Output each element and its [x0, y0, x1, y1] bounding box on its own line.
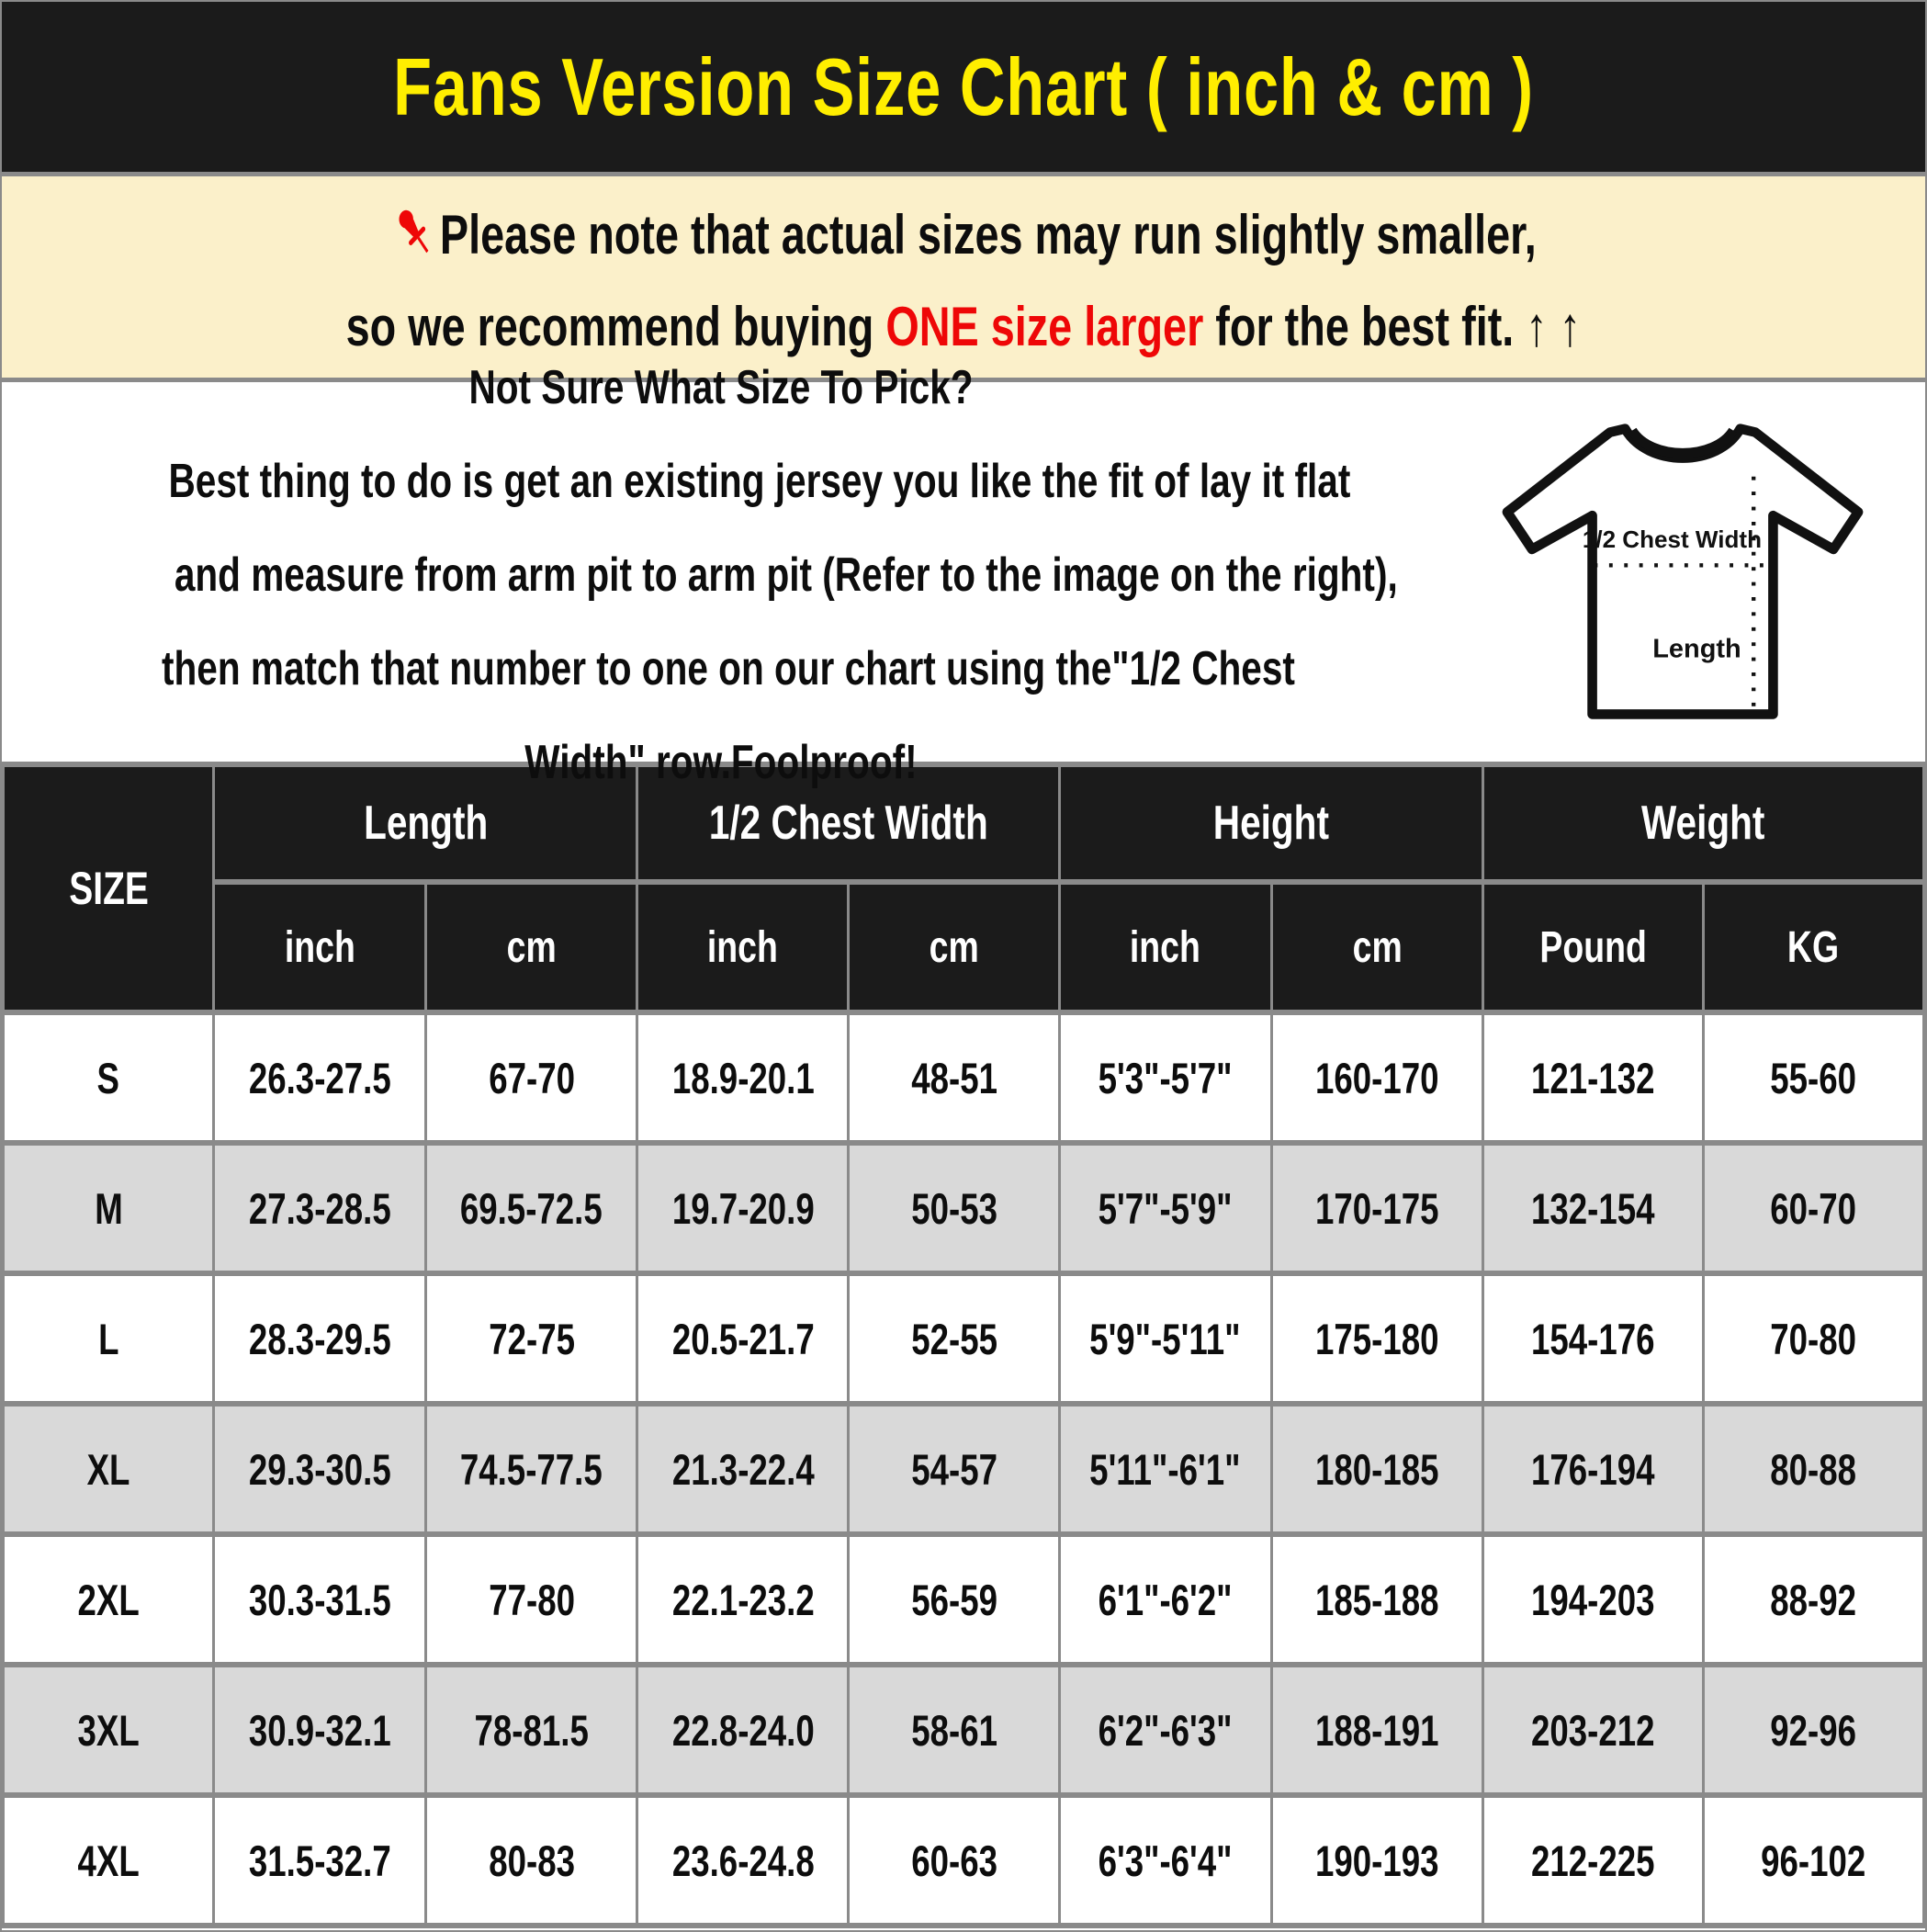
unit-header: KG: [1703, 882, 1923, 1012]
col-header-height: Height: [1060, 764, 1483, 882]
size-help-line: Best thing to do is get an existing jersey you like the fit of lay it flat: [168, 454, 1351, 508]
size-help-text: [2, 335, 1440, 809]
note-text-2-highlight: ONE size larger: [885, 296, 1204, 357]
table-cell: 58-61: [849, 1665, 1060, 1795]
col-header-chest-width: 1/2 Chest Width: [637, 764, 1060, 882]
table-cell: 194-203: [1483, 1534, 1704, 1665]
size-cell: 3XL: [4, 1665, 214, 1795]
table-cell: 54-57: [849, 1404, 1060, 1534]
table-cell: 5'9"-5'11": [1060, 1273, 1272, 1404]
table-cell: 132-154: [1483, 1143, 1704, 1273]
table-cell: 60-70: [1703, 1143, 1923, 1273]
table-cell: 67-70: [425, 1012, 637, 1143]
unit-header: cm: [425, 882, 637, 1012]
unit-header: inch: [214, 882, 426, 1012]
table-cell: 23.6-24.8: [637, 1795, 849, 1926]
table-cell: 29.3-30.5: [214, 1404, 426, 1534]
table-cell: 80-83: [425, 1795, 637, 1926]
size-help-line: Width" row.Foolproof!: [524, 735, 918, 789]
table-cell: 154-176: [1483, 1273, 1704, 1404]
unit-header: cm: [1271, 882, 1483, 1012]
note-line-1: [2, 189, 1925, 281]
table-cell: 22.1-23.2: [637, 1534, 849, 1665]
table-cell: 18.9-20.1: [637, 1012, 849, 1143]
length-label: Length: [1652, 634, 1741, 664]
table-cell: 56-59: [849, 1534, 1060, 1665]
unit-header: inch: [1060, 882, 1272, 1012]
size-help-title: Not Sure What Size To Pick?: [468, 360, 974, 414]
table-cell: 20.5-21.7: [637, 1273, 849, 1404]
table-cell: 30.9-32.1: [214, 1665, 426, 1795]
chest-width-label: 1/2 Chest Width: [1582, 525, 1762, 553]
size-cell: 4XL: [4, 1795, 214, 1926]
table-cell: 5'7"-5'9": [1060, 1143, 1272, 1273]
table-cell: 74.5-77.5: [425, 1404, 637, 1534]
table-cell: 52-55: [849, 1273, 1060, 1404]
table-row-3xl: [4, 1665, 1924, 1795]
table-cell: 69.5-72.5: [425, 1143, 637, 1273]
table-cell: 88-92: [1703, 1534, 1923, 1665]
table-cell: 212-225: [1483, 1795, 1704, 1926]
table-cell: 55-60: [1703, 1012, 1923, 1143]
col-header-length: Length: [214, 764, 637, 882]
table-row-xl: [4, 1404, 1924, 1534]
table-cell: 185-188: [1271, 1534, 1483, 1665]
table-cell: 188-191: [1271, 1665, 1483, 1795]
table-cell: 6'3"-6'4": [1060, 1795, 1272, 1926]
size-help-line: and measure from arm pit to arm pit (Refer to the image on the right),: [174, 548, 1398, 602]
size-cell: M: [4, 1143, 214, 1273]
table-cell: 5'3"-5'7": [1060, 1012, 1272, 1143]
table-row-s: [4, 1012, 1924, 1143]
note-text-2-pre: so we recommend buying: [345, 296, 886, 357]
note-text-1: Please note that actual sizes may run slightly smaller,: [439, 204, 1537, 266]
table-cell: 96-102: [1703, 1795, 1923, 1926]
size-help-section: [2, 360, 1925, 789]
table-cell: 121-132: [1483, 1012, 1704, 1143]
size-cell: XL: [4, 1404, 214, 1534]
table-cell: 6'1"-6'2": [1060, 1534, 1272, 1665]
tshirt-diagram: [1457, 395, 1909, 750]
unit-header: cm: [849, 882, 1060, 1012]
table-cell: 180-185: [1271, 1404, 1483, 1534]
table-cell: 60-63: [849, 1795, 1060, 1926]
unit-header: inch: [637, 882, 849, 1012]
table-cell: 70-80: [1703, 1273, 1923, 1404]
table-cell: 27.3-28.5: [214, 1143, 426, 1273]
size-cell: L: [4, 1273, 214, 1404]
table-cell: 175-180: [1271, 1273, 1483, 1404]
col-header-weight: Weight: [1483, 764, 1924, 882]
table-row-m: [4, 1143, 1924, 1273]
table-cell: 170-175: [1271, 1143, 1483, 1273]
table-cell: 77-80: [425, 1534, 637, 1665]
title-banner: [2, 2, 1925, 176]
unit-header: Pound: [1483, 882, 1704, 1012]
table-cell: 48-51: [849, 1012, 1060, 1143]
size-help-line: then match that number to one on our chart using the"1/2 Chest: [162, 641, 1295, 695]
table-cell: 6'2"-6'3": [1060, 1665, 1272, 1795]
table-cell: 30.3-31.5: [214, 1534, 426, 1665]
table-cell: 160-170: [1271, 1012, 1483, 1143]
table-cell: 26.3-27.5: [214, 1012, 426, 1143]
table-row-2xl: [4, 1534, 1924, 1665]
size-cell: 2XL: [4, 1534, 214, 1665]
table-cell: 92-96: [1703, 1665, 1923, 1795]
col-header-size: SIZE: [4, 764, 214, 1012]
note-text-2-post: for the best fit. ↑ ↑: [1203, 296, 1582, 357]
table-cell: 72-75: [425, 1273, 637, 1404]
table-cell: 78-81.5: [425, 1665, 637, 1795]
table-cell: 190-193: [1271, 1795, 1483, 1926]
table-cell: 21.3-22.4: [637, 1404, 849, 1534]
table-cell: 5'11"-6'1": [1060, 1404, 1272, 1534]
table-cell: 31.5-32.7: [214, 1795, 426, 1926]
table-row-4xl: [4, 1795, 1924, 1926]
table-cell: 80-88: [1703, 1404, 1923, 1534]
pushpin-icon: [391, 202, 438, 263]
tshirt-diagram-area: [1440, 395, 1925, 750]
tshirt-outline: [1507, 428, 1858, 714]
size-chart-table: [2, 762, 1925, 1928]
page-title: Fans Version Size Chart ( inch & cm ): [393, 40, 1534, 132]
size-cell: S: [4, 1012, 214, 1143]
table-cell: 203-212: [1483, 1665, 1704, 1795]
table-row-l: [4, 1273, 1924, 1404]
header-unit-row: [4, 882, 1924, 1012]
table-cell: 22.8-24.0: [637, 1665, 849, 1795]
table-cell: 50-53: [849, 1143, 1060, 1273]
table-cell: 176-194: [1483, 1404, 1704, 1534]
table-cell: 19.7-20.9: [637, 1143, 849, 1273]
table-cell: 28.3-29.5: [214, 1273, 426, 1404]
tshirt-collar: [1632, 430, 1733, 453]
